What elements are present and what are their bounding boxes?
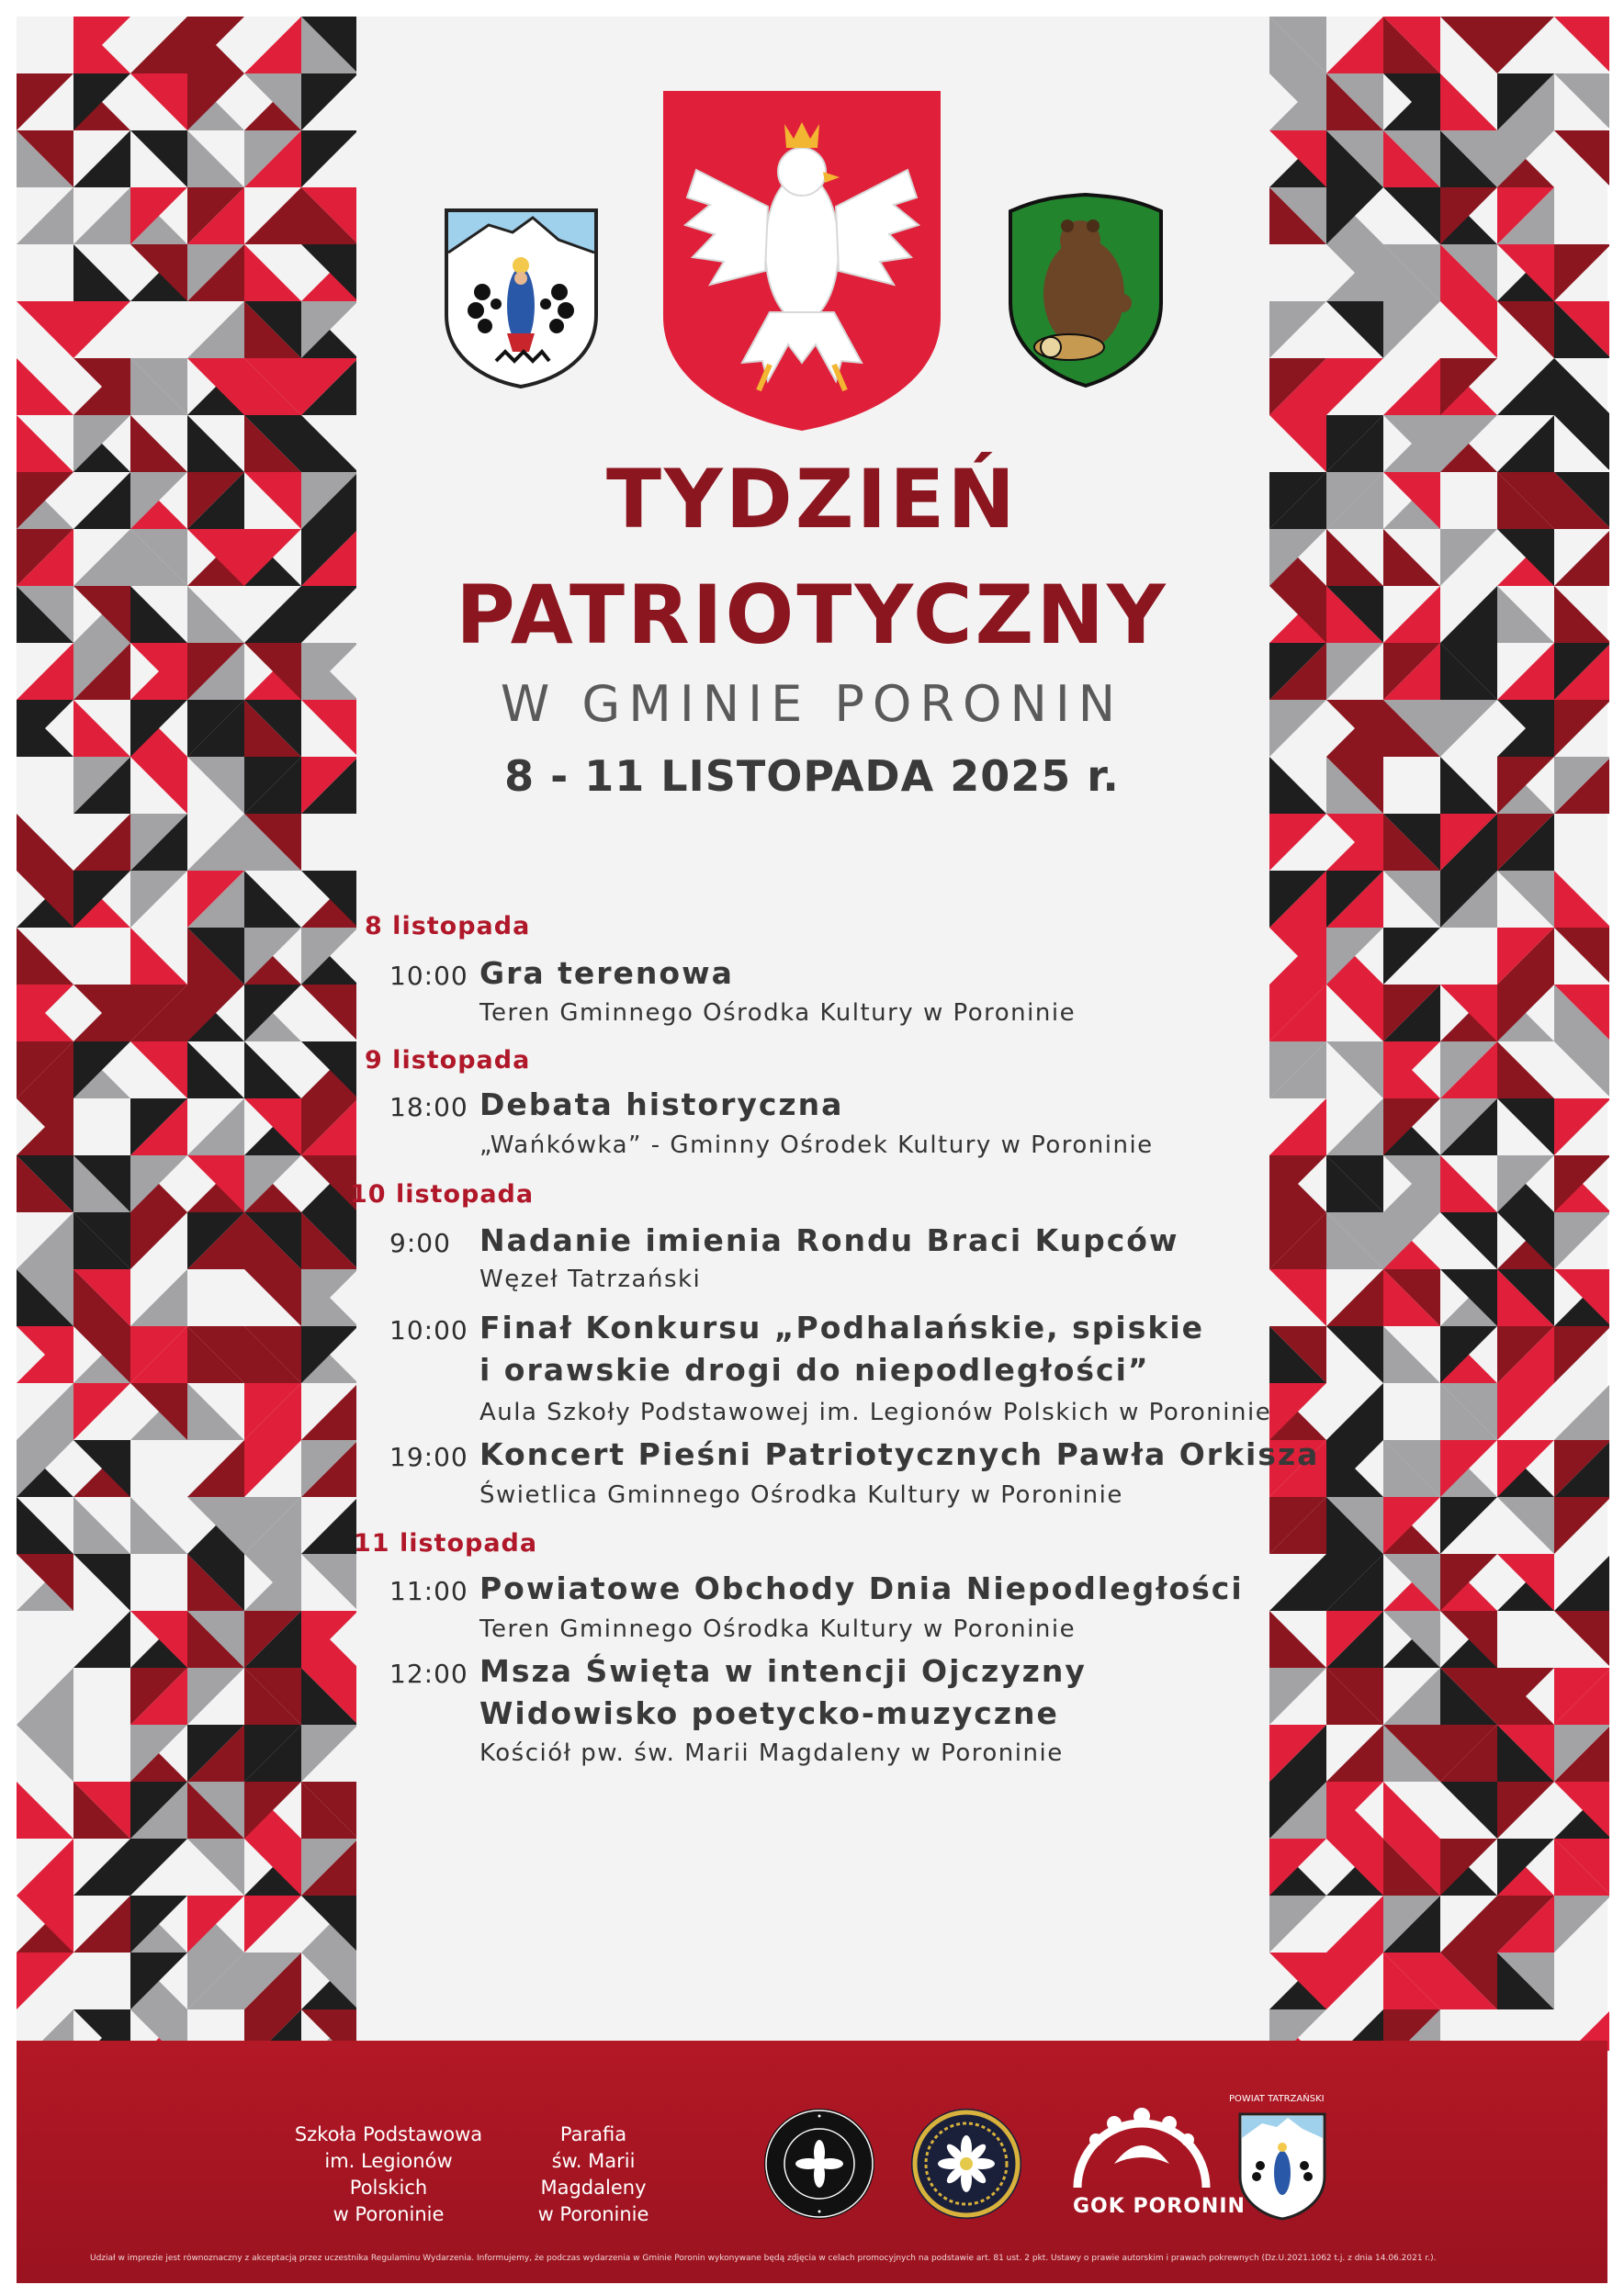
- pattern-triangle: [17, 187, 73, 244]
- pattern-triangle: [187, 301, 244, 358]
- pattern-triangle: [1440, 1497, 1497, 1554]
- pattern-triangle: [17, 358, 73, 415]
- pattern-triangle: [1554, 871, 1609, 928]
- footer-disclaimer: Udział w imprezie jest równoznaczny z akceptacją przez uczestnika Regulaminu Wydarzenia. Informujemy, że podczas wydarzenia w Gminie Poronin wykonywane będą zdjęcia w celach promocyjnych na podstawie art. 81 ust. 2 pkt. Ustawy o prawie autorskim i prawach pokrewnych (Dz.U.2021.1062 t.j. z dnia 14.06.2021 r.).: [90, 2254, 1437, 2263]
- pattern-triangle: [1326, 17, 1383, 73]
- pattern-triangle: [73, 1611, 130, 1668]
- pattern-triangle: [73, 700, 130, 757]
- pattern-triangle: [1554, 1383, 1609, 1440]
- pattern-triangle: [301, 1725, 356, 1782]
- event-title-continued: i orawskie drogi do niepodległości”: [479, 1352, 1150, 1388]
- poronin-crest-icon: [441, 205, 602, 390]
- pattern-triangle: [130, 1041, 187, 1098]
- powiat-tatrzanski-crest-icon: [1236, 2110, 1328, 2223]
- footer-band: [17, 2041, 1607, 2283]
- pattern-triangle: [301, 1497, 356, 1554]
- pattern-triangle: [1497, 871, 1554, 928]
- event-time: 11:00: [389, 1576, 468, 1606]
- pattern-triangle: [17, 1953, 73, 2009]
- pattern-triangle: [1554, 1041, 1609, 1098]
- pattern-triangle: [1554, 17, 1609, 73]
- pattern-triangle: [1269, 415, 1326, 472]
- event-title: Finał Konkursu „Podhalańskie, spiskie: [479, 1310, 1205, 1345]
- pattern-triangle: [1326, 1269, 1383, 1326]
- pattern-triangle: [187, 1839, 244, 1896]
- pattern-triangle: [244, 586, 301, 643]
- event-title: Gra terenowa: [479, 955, 734, 991]
- pattern-triangle: [244, 244, 301, 301]
- pattern-triangle: [1269, 1611, 1326, 1668]
- pattern-triangle: [244, 1896, 301, 1953]
- pattern-triangle: [73, 1383, 130, 1440]
- pattern-triangle: [187, 1041, 244, 1098]
- pattern-triangle: [301, 415, 356, 472]
- pattern-triangle: [1497, 415, 1554, 472]
- pattern-triangle: [301, 73, 356, 130]
- day-label: 9 listopada: [365, 1046, 531, 1075]
- pattern-triangle: [1269, 1269, 1326, 1326]
- pattern-triangle: [1269, 757, 1326, 814]
- pattern-triangle: [17, 1782, 73, 1839]
- pattern-triangle: [1326, 301, 1383, 358]
- event-place: „Wańkówka” - Gminny Ośrodek Kultury w Poroninie: [479, 1131, 1154, 1159]
- pattern-triangle: [1497, 586, 1554, 643]
- pattern-triangle: [1440, 529, 1497, 586]
- pattern-triangle: [73, 472, 130, 529]
- pattern-triangle: [73, 1497, 130, 1554]
- pattern-triangle: [1269, 1554, 1326, 1611]
- pattern-triangle: [1497, 301, 1554, 358]
- pattern-triangle: [1554, 529, 1609, 586]
- pattern-triangle: [1497, 17, 1554, 73]
- pattern-triangle: [17, 928, 73, 985]
- pattern-triangle: [1269, 814, 1326, 871]
- pattern-triangle: [244, 17, 301, 73]
- pattern-triangle: [130, 1269, 187, 1326]
- day-label: 10 listopada: [350, 1180, 535, 1209]
- pattern-triangle: [244, 1269, 301, 1326]
- pattern-triangle: [1440, 700, 1497, 757]
- pattern-triangle: [1326, 643, 1383, 700]
- pattern-triangle: [17, 73, 73, 130]
- event-place: Teren Gminnego Ośrodka Kultury w Poroninie: [479, 999, 1077, 1027]
- gok-poronin-logo-icon: [1059, 2099, 1224, 2191]
- pattern-triangle: [73, 814, 130, 871]
- pattern-triangle: [187, 1440, 244, 1497]
- pattern-triangle: [187, 415, 244, 472]
- day-label: 11 listopada: [354, 1529, 538, 1558]
- pattern-triangle: [301, 985, 356, 1041]
- pattern-triangle: [1383, 187, 1440, 244]
- pattern-triangle: [1554, 700, 1609, 757]
- event-title: Nadanie imienia Rondu Braci Kupców: [479, 1222, 1179, 1258]
- pattern-triangle: [130, 1497, 187, 1554]
- crests-row: [423, 87, 1203, 436]
- pattern-triangle: [244, 187, 301, 244]
- pattern-triangle: [187, 1668, 244, 1725]
- pattern-triangle: [1440, 1782, 1497, 1839]
- title-line-2: PATRIOTYCZNY: [456, 568, 1168, 662]
- pattern-triangle: [130, 17, 187, 73]
- event-title-continued: Widowisko poetycko-muzyczne: [479, 1695, 1059, 1731]
- event-place: Węzeł Tatrzański: [479, 1266, 702, 1293]
- pattern-triangle: [187, 1383, 244, 1440]
- event-dates: 8 - 11 LISTOPADA 2025 r.: [504, 751, 1120, 801]
- pattern-triangle: [1326, 1725, 1383, 1782]
- pattern-triangle: [1326, 358, 1383, 415]
- pattern-triangle: [130, 415, 187, 472]
- pattern-triangle: [1554, 244, 1609, 301]
- partner-school: Szkoła Podstawowa im. Legionów Polskich w Poroninie: [294, 2123, 483, 2225]
- pattern-triangle: [1383, 1326, 1440, 1383]
- pattern-triangle: [1497, 1782, 1554, 1839]
- event-time: 12:00: [389, 1659, 468, 1689]
- gok-logo-label: GOK PORONIN: [1073, 2195, 1246, 2218]
- event-time: 9:00: [389, 1228, 451, 1258]
- left-triangle-pattern: [17, 17, 356, 2051]
- event-place: Świetlica Gminnego Ośrodka Kultury w Poroninie: [479, 1481, 1123, 1509]
- subtitle: W GMINIE PORONIN: [500, 675, 1124, 733]
- pattern-triangle: [187, 757, 244, 814]
- pattern-triangle: [1440, 17, 1497, 73]
- pattern-triangle: [73, 301, 130, 358]
- pattern-triangle: [187, 814, 244, 871]
- pattern-triangle: [1383, 871, 1440, 928]
- pattern-triangle: [1326, 1383, 1383, 1440]
- pattern-triangle: [1440, 301, 1497, 358]
- pattern-triangle: [130, 73, 187, 130]
- pattern-triangle: [1269, 700, 1326, 757]
- event-title: Koncert Pieśni Patriotycznych Pawła Orkisza: [479, 1436, 1320, 1472]
- pattern-triangle: [1440, 586, 1497, 643]
- event-title: Debata historyczna: [479, 1086, 844, 1122]
- pattern-triangle: [1383, 1782, 1440, 1839]
- pattern-triangle: [187, 130, 244, 187]
- pattern-triangle: [1440, 73, 1497, 130]
- pattern-triangle: [1269, 301, 1326, 358]
- event-place: Kościół pw. św. Marii Magdaleny w Poroninie: [479, 1739, 1064, 1767]
- pattern-triangle: [1497, 643, 1554, 700]
- pattern-triangle: [1383, 358, 1440, 415]
- pattern-triangle: [1497, 1098, 1554, 1155]
- pattern-triangle: [17, 301, 73, 358]
- pattern-triangle: [1326, 1953, 1383, 2009]
- pattern-triangle: [1326, 1326, 1383, 1383]
- pattern-triangle: [130, 871, 187, 928]
- pattern-triangle: [73, 1839, 130, 1896]
- pattern-triangle: [1326, 1098, 1383, 1155]
- pattern-triangle: [1383, 301, 1440, 358]
- partner-parish: Parafia św. Marii Magdaleny w Poroninie: [537, 2123, 649, 2225]
- pattern-triangle: [301, 1383, 356, 1440]
- pattern-triangle: [1554, 586, 1609, 643]
- pattern-triangle: [301, 1554, 356, 1611]
- pattern-triangle: [130, 130, 187, 187]
- pattern-triangle: [1554, 415, 1609, 472]
- pattern-triangle: [73, 1896, 130, 1953]
- pattern-triangle: [1554, 73, 1609, 130]
- event-place: Aula Szkoły Podstawowej im. Legionów Polskich w Poroninie: [479, 1399, 1272, 1426]
- pattern-triangle: [73, 1554, 130, 1611]
- pattern-triangle: [1554, 928, 1609, 985]
- powiat-label: POWIAT TATRZAŃSKI: [1229, 2094, 1325, 2104]
- pattern-triangle: [1269, 1896, 1326, 1953]
- pattern-triangle: [1554, 1098, 1609, 1155]
- pattern-triangle: [1326, 529, 1383, 586]
- event-time: 10:00: [389, 1315, 468, 1345]
- pattern-triangle: [1326, 985, 1383, 1041]
- pattern-triangle: [1497, 1041, 1554, 1098]
- pattern-triangle: [1554, 130, 1609, 187]
- pattern-triangle: [1497, 1497, 1554, 1554]
- pattern-triangle: [130, 1212, 187, 1269]
- event-place: Teren Gminnego Ośrodka Kultury w Poroninie: [479, 1615, 1077, 1643]
- pattern-triangle: [1554, 1611, 1609, 1668]
- event-title: Powiatowe Obchody Dnia Niepodległości: [479, 1570, 1244, 1606]
- pattern-triangle: [1269, 1098, 1326, 1155]
- pattern-triangle: [1554, 1497, 1609, 1554]
- day-label: 8 listopada: [365, 912, 531, 940]
- pattern-triangle: [187, 586, 244, 643]
- pattern-triangle: [1554, 1554, 1609, 1611]
- pattern-triangle: [1440, 1212, 1497, 1269]
- white-eagle-emblem-icon: [660, 87, 944, 434]
- pattern-triangle: [1326, 1041, 1383, 1098]
- pattern-triangle: [17, 1497, 73, 1554]
- pattern-triangle: [1497, 1383, 1554, 1440]
- pattern-triangle: [1383, 928, 1440, 985]
- pattern-triangle: [1554, 1896, 1609, 1953]
- pattern-triangle: [130, 928, 187, 985]
- pattern-triangle: [130, 757, 187, 814]
- event-time: 10:00: [389, 961, 468, 991]
- event-time: 18:00: [389, 1092, 468, 1122]
- event-title: Msza Święta w intencji Ojczyzny: [479, 1653, 1087, 1689]
- pattern-triangle: [130, 1839, 187, 1896]
- pattern-triangle: [17, 1212, 73, 1269]
- pattern-triangle: [17, 1725, 73, 1782]
- event-time: 19:00: [389, 1442, 468, 1472]
- pattern-triangle: [1554, 1212, 1609, 1269]
- scouting-team-seal-icon: [762, 2107, 876, 2221]
- pattern-triangle: [17, 415, 73, 472]
- pattern-triangle: [1440, 1155, 1497, 1212]
- right-triangle-pattern: [1269, 17, 1609, 2051]
- pattern-triangle: [17, 814, 73, 871]
- pattern-triangle: [1383, 1668, 1440, 1725]
- pattern-triangle: [1554, 358, 1609, 415]
- pattern-triangle: [17, 1668, 73, 1725]
- pattern-triangle: [301, 130, 356, 187]
- pattern-triangle: [1497, 358, 1554, 415]
- pattern-triangle: [244, 1041, 301, 1098]
- pattern-triangle: [244, 1440, 301, 1497]
- pattern-triangle: [1554, 1326, 1609, 1383]
- title-line-1: TYDZIEŃ: [605, 452, 1019, 546]
- pattern-triangle: [1383, 529, 1440, 586]
- pattern-triangle: [1383, 586, 1440, 643]
- pattern-triangle: [73, 244, 130, 301]
- pattern-triangle: [301, 700, 356, 757]
- pattern-triangle: [1440, 1896, 1497, 1953]
- pattern-triangle: [301, 586, 356, 643]
- pattern-triangle: [1326, 1896, 1383, 1953]
- pattern-triangle: [17, 1839, 73, 1896]
- pattern-triangle: [1269, 1668, 1326, 1725]
- pattern-triangle: [244, 871, 301, 928]
- pattern-triangle: [187, 1098, 244, 1155]
- pattern-triangle: [244, 472, 301, 529]
- pattern-triangle: [1440, 757, 1497, 814]
- pattern-triangle: [17, 1383, 73, 1440]
- pattern-triangle: [73, 130, 130, 187]
- pattern-triangle: [73, 529, 130, 586]
- pattern-triangle: [73, 187, 130, 244]
- pattern-triangle: [130, 586, 187, 643]
- edelweiss-emblem-icon: [909, 2107, 1023, 2221]
- bear-crest-icon: [1003, 193, 1168, 390]
- pattern-triangle: [17, 643, 73, 700]
